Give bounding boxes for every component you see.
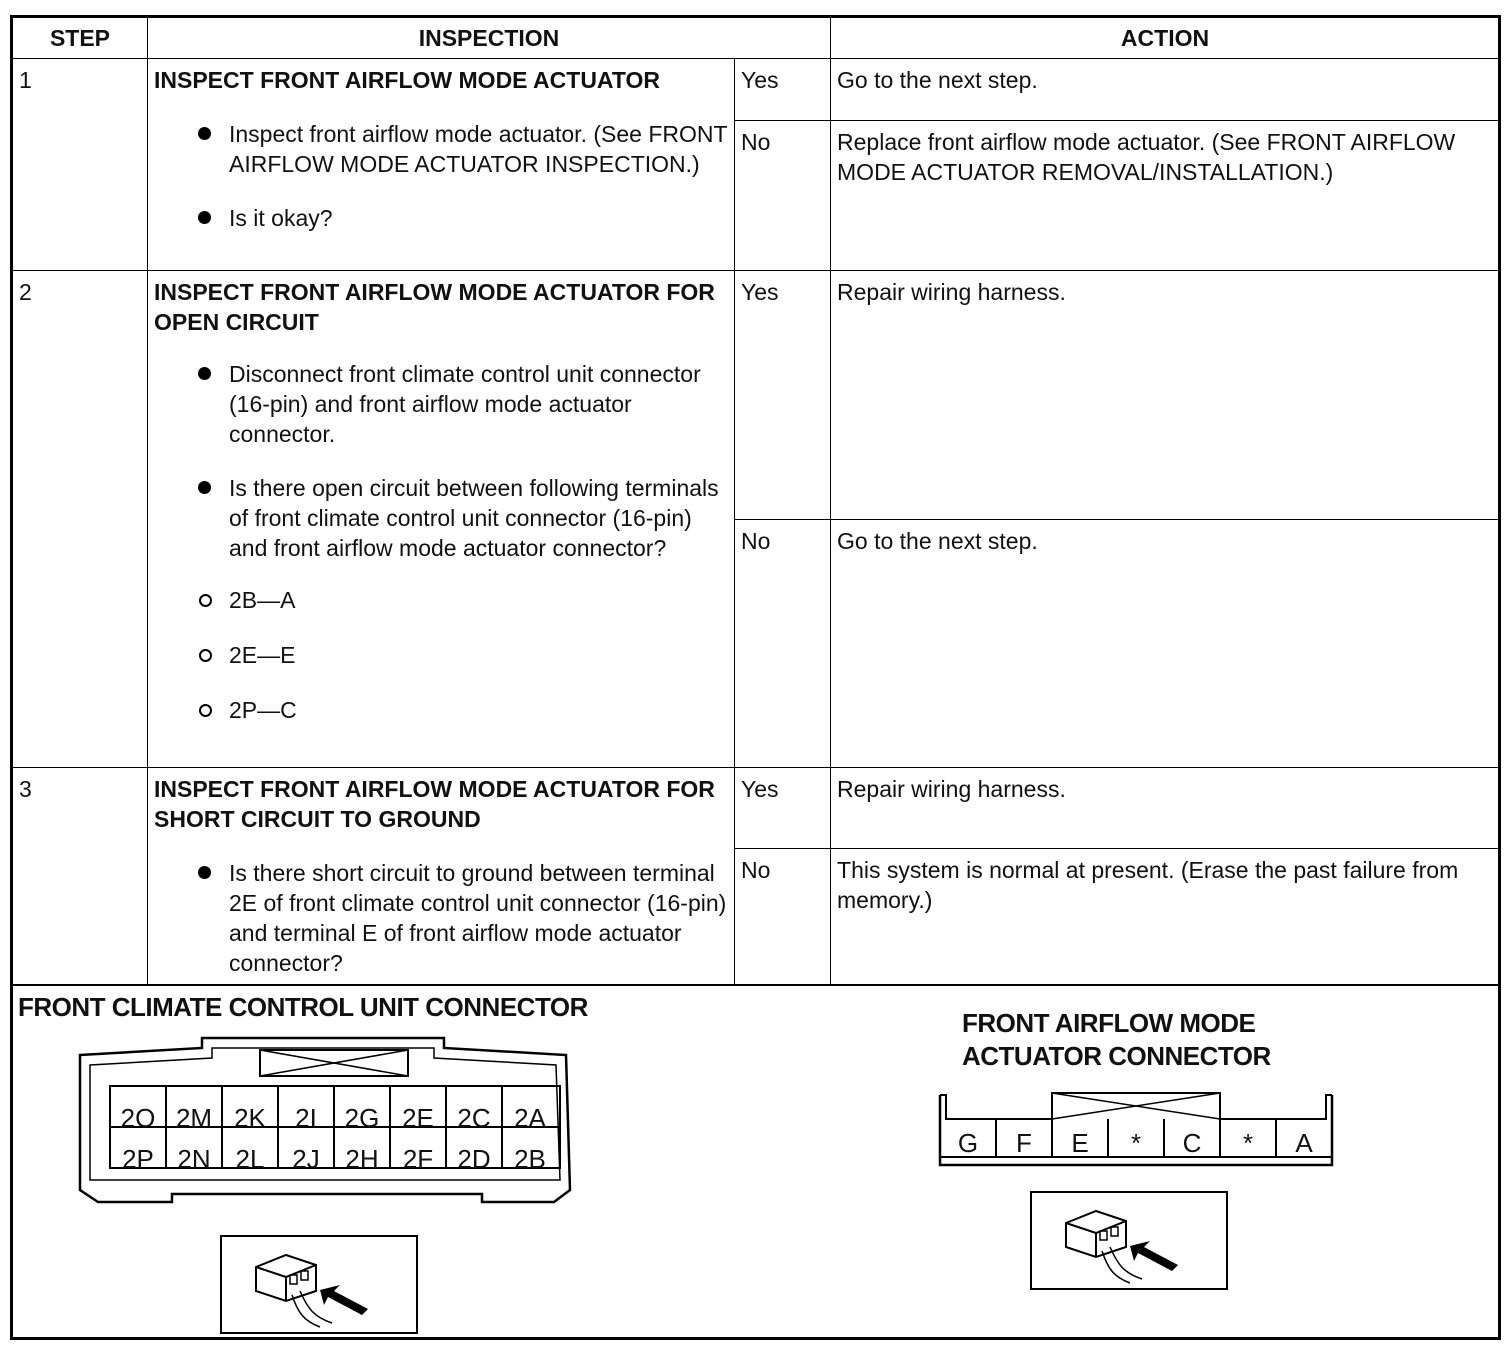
pin-label: 2I xyxy=(295,1103,317,1133)
list-item: Disconnect front climate control unit connector (16-pin) and front airflow mode actuator connector. xyxy=(229,359,728,449)
connector-figures xyxy=(12,985,1499,1338)
sub-list-item: 2E—E xyxy=(229,640,728,670)
step-title: INSPECT FRONT AIRFLOW MODE ACTUATOR FOR SHORT CIRCUIT TO GROUND xyxy=(154,776,715,832)
step-number: 2 xyxy=(13,271,148,768)
list-item: Is it okay? xyxy=(229,203,728,233)
pin-label: F xyxy=(1016,1128,1032,1158)
sub-list-item: 2P—C xyxy=(229,695,728,725)
yes-action: Go to the next step. xyxy=(831,59,1500,121)
no-label: No xyxy=(735,520,831,768)
header-action: ACTION xyxy=(831,18,1500,59)
inspection-cell xyxy=(148,271,735,768)
pin-label: 2A xyxy=(514,1103,546,1133)
list-item: Is there open circuit between following terminals of front climate control unit connector (16-pin) and front airflow mode actuator connector? xyxy=(229,473,728,563)
yes-action: Repair wiring harness. xyxy=(831,768,1500,849)
pin-label: 2P xyxy=(122,1144,154,1174)
pin-label: 2D xyxy=(457,1144,491,1174)
pin-label: 2G xyxy=(344,1103,380,1133)
pin-label: C xyxy=(1182,1128,1202,1158)
yes-label: Yes xyxy=(735,768,831,849)
table-row xyxy=(13,768,1500,849)
actuator-connector-title xyxy=(962,1007,1271,1073)
no-action: This system is normal at present. (Erase the past failure from memory.) xyxy=(831,849,1500,985)
pin-label: E xyxy=(1071,1128,1089,1158)
yes-label: Yes xyxy=(735,59,831,121)
actuator-connector-title-line1: FRONT AIRFLOW MODE xyxy=(962,1008,1256,1038)
step-title: INSPECT FRONT AIRFLOW MODE ACTUATOR FOR OPEN CIRCUIT xyxy=(154,279,715,335)
no-label: No xyxy=(735,849,831,985)
pin-label: 2O xyxy=(120,1103,156,1133)
harness-side-view-icon xyxy=(220,1235,420,1335)
step-title: INSPECT FRONT AIRFLOW MODE ACTUATOR xyxy=(154,67,660,93)
pin-label: 2C xyxy=(457,1103,491,1133)
pin-label: * xyxy=(1130,1128,1142,1158)
table-header-row xyxy=(13,18,1500,59)
actuator-connector-title-line2: ACTUATOR CONNECTOR xyxy=(962,1041,1271,1071)
header-step: STEP xyxy=(13,18,148,59)
inspection-cell xyxy=(148,59,735,271)
header-inspection: INSPECTION xyxy=(148,18,831,59)
pin-label: G xyxy=(957,1128,979,1158)
no-label: No xyxy=(735,121,831,271)
yes-action: Repair wiring harness. xyxy=(831,271,1500,520)
no-action: Replace front airflow mode actuator. (See FRONT AIRFLOW MODE ACTUATOR REMOVAL/INSTALLATION.) xyxy=(831,121,1500,271)
list-item: Is there short circuit to ground between terminal 2E of front climate control unit connector (16-pin) and terminal E of front airflow mode actuator connector? xyxy=(229,860,727,976)
pin-label: 2B xyxy=(514,1144,546,1174)
troubleshooting-table xyxy=(12,17,1500,985)
table-row xyxy=(13,271,1500,520)
pin-label: * xyxy=(1242,1128,1254,1158)
yes-label: Yes xyxy=(735,271,831,520)
list-item: Inspect front airflow mode actuator. (See FRONT AIRFLOW MODE ACTUATOR INSPECTION.) xyxy=(229,121,728,177)
pin-label: 2M xyxy=(175,1103,213,1133)
step-number: 1 xyxy=(13,59,148,271)
pin-label: 2E xyxy=(402,1103,434,1133)
table-row xyxy=(13,59,1500,121)
pin-label: 2H xyxy=(345,1144,379,1174)
inspection-cell xyxy=(148,768,735,985)
pin-label: 2J xyxy=(292,1144,320,1174)
pin-label: A xyxy=(1295,1128,1313,1158)
no-action: Go to the next step. xyxy=(831,520,1500,768)
pin-label: 2F xyxy=(402,1144,434,1174)
sub-list-item: 2B—A xyxy=(229,585,728,615)
step-number: 3 xyxy=(13,768,148,985)
pin-label: 2K xyxy=(234,1103,266,1133)
pin-label: 2N xyxy=(177,1144,211,1174)
climate-connector-title: FRONT CLIMATE CONTROL UNIT CONNECTOR xyxy=(18,992,588,1022)
harness-side-view-icon xyxy=(1030,1191,1230,1291)
pin-label: 2L xyxy=(235,1144,265,1174)
